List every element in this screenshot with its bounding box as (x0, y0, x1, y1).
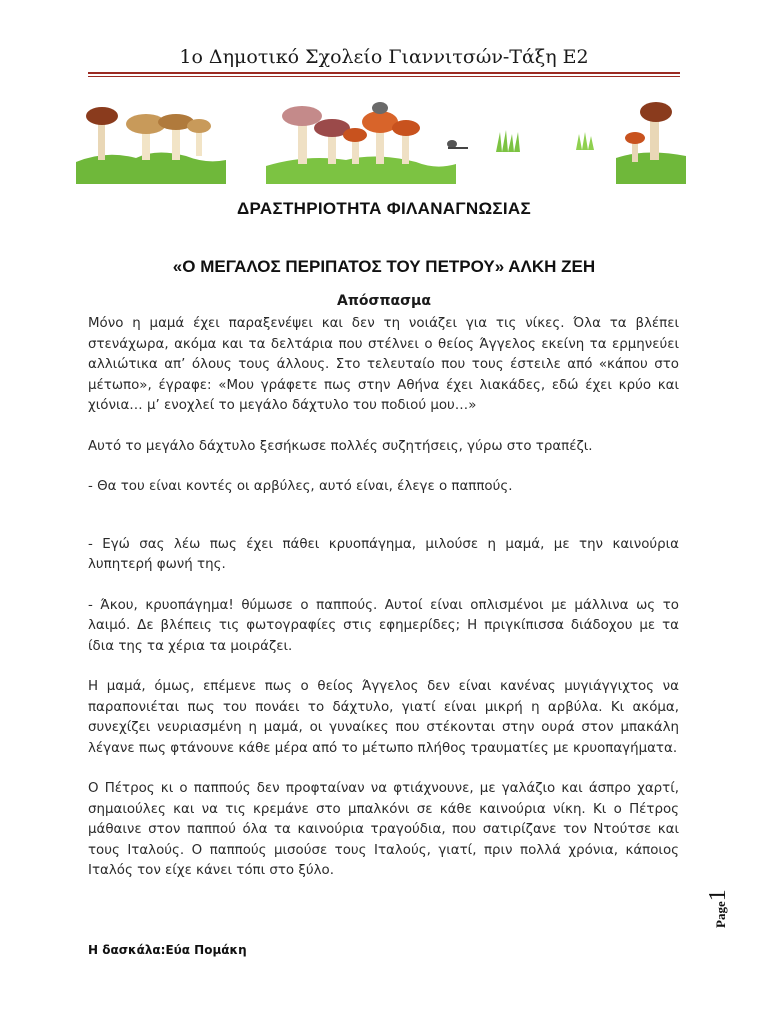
paragraph: Η μαμά, όμως, επέμενε πως ο θείος Άγγελος δεν είναι κανένας μυγιάγγιχτος να παραπονιέται πως του πονάει το δάχτυλο, γιατί είναι μικρή η αρβύλα. Κι ακόμα, συνεχίζει νευριασμένη η μαμά, οι γυναίκες που στέκονται στην ουρά στον μπακάλη λέγανε πως φτάνουνε κάθε μέρα από το μέτωπο πλήθος τραυματίες με κρυοπαγήματα. (88, 679, 679, 756)
excerpt-body (88, 314, 679, 882)
book-title-heading: «Ο ΜΕΓΑΛΟΣ ΠΕΡΙΠΑΤΟΣ ΤΟΥ ΠΕΤΡΟΥ» ΑΛΚΗ ΖΕΗ (172, 257, 596, 276)
paragraph: Μόνο η μαμά έχει παραξενέψει και δεν τη νοιάζει για τις νίκες. Όλα τα βλέπει στενάχωρα, ακόμα και τα δελτάρια που στέλνει ο θείος Άγγελος εκείνη τα ερμηνεύει αλλιώτικα απ’ όλους τους άλλους. Στο τελευταίο που τους έστειλε από «κάπου στο μέτωπο», έγραφε: «Μου γράφετε πως στην Αθήνα έχει λιακάδες, εδώ έχει κρύο και χιόνια… μ’ ενοχλεί το μεγάλο δάχτυλο του ποδιού μου…» (88, 316, 679, 413)
page-header-title: 1ο Δημοτικό Σχολείο Γιαννιτσών-Τάξη Ε2 (179, 46, 589, 68)
header-rule-thin (88, 76, 680, 77)
page-word: Page (713, 901, 728, 928)
page-number-label (705, 880, 749, 930)
paragraph: - Εγώ σας λέω πως έχει πάθει κρυοπάγημα, μιλούσε η μαμά, με την καινούρια λυπητερή φωνή της. (88, 536, 679, 572)
paragraph: - Άκου, κρυοπάγημα! θύμωσε ο παππούς. Αυτοί είναι οπλισμένοι με μάλλινα ως το λαιμό. Δε βλέπεις τις φωτογραφίες στις εφημερίδες; Η πριγκίπισσα διάδοχου με τα ίδια της τα χέρια τα μοιράζει. (88, 597, 679, 654)
header-rule (88, 72, 680, 74)
paragraph: - Θα του είναι κοντές οι αρβύλες, αυτό είναι, έλεγε ο παππούς. (88, 479, 513, 494)
page-number: 1 (705, 889, 731, 902)
activity-heading: ΔΡΑΣΤΗΡΙΟΤΗΤΑ ΦΙΛΑΝΑΓΝΩΣΙΑΣ (237, 199, 531, 218)
paragraph: Αυτό το μεγάλο δάχτυλο ξεσήκωσε πολλές συζητήσεις, γύρω στο τραπέζι. (88, 438, 593, 454)
footer-teacher: Η δασκάλα:Εύα Πομάκη (88, 943, 247, 957)
mushroom-banner-illustration (76, 100, 686, 184)
paragraph: Ο Πέτρος κι ο παππούς δεν προφταίναν να φτιάχνουνε, με γαλάζιο και άσπρο χαρτί, σημαιούλες και να τις κρεμάνε στο μπαλκόνι σε κάθε καινούρια νίκη. Κι ο Πέτρος μάθαινε στον παππού όλα τα καινούρια τραγούδια, που σατιρίζανε τον Ντούτσε και τους Ιταλούς. Ο παππούς μισούσε τους Ιταλούς, γιατί, πριν πολλά χρόνια, κάποιος Ιταλός τον είχε κάνει τόπι στο ξύλο. (88, 781, 679, 878)
excerpt-label: Απόσπασμα (337, 293, 431, 309)
